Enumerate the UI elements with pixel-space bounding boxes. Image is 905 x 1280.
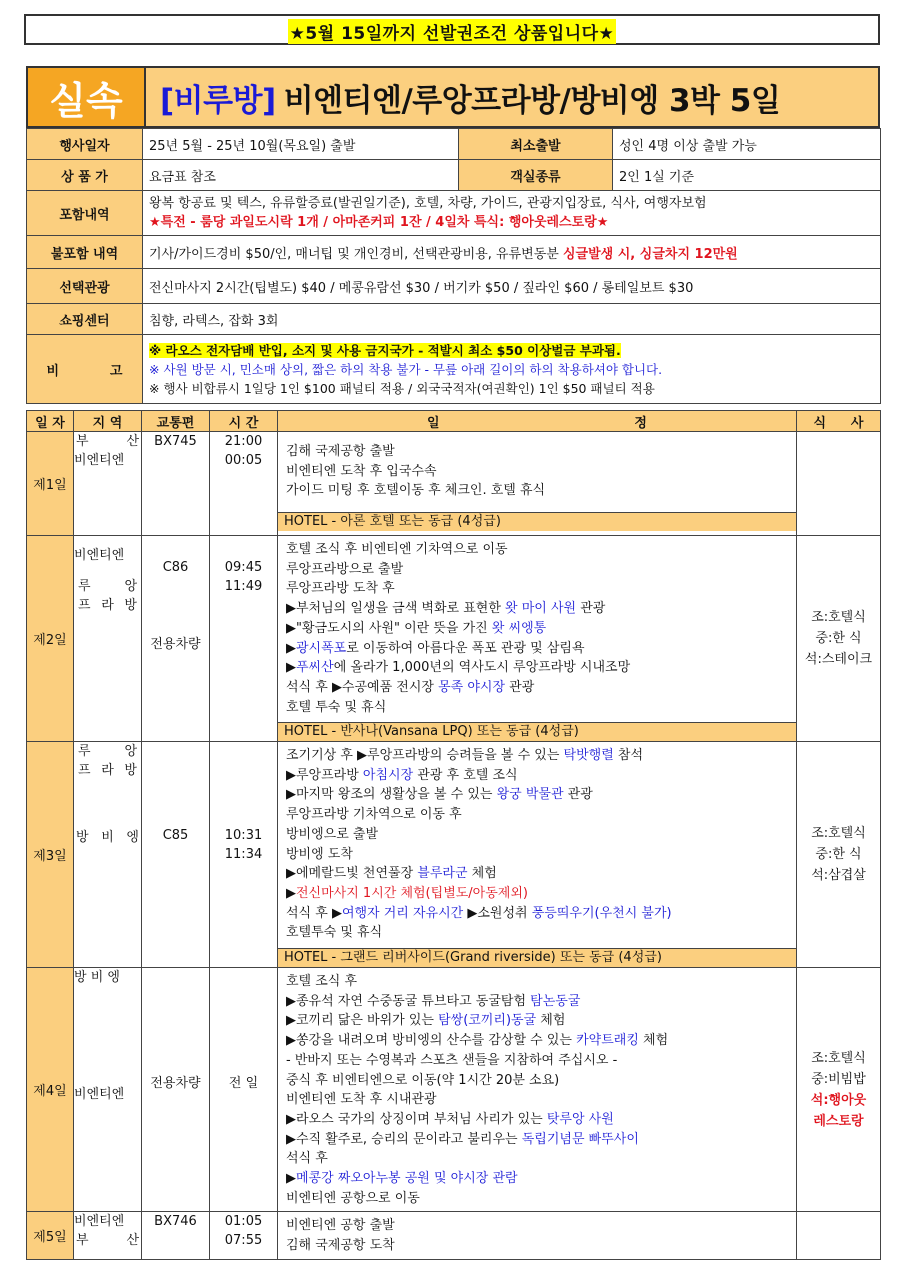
day-row	[27, 968, 881, 1212]
info-row-shopping	[27, 304, 881, 335]
day-time	[210, 1212, 278, 1260]
itinerary-line: ▶광시폭포로 이동하여 아름다운 폭포 관광 및 삼림욕	[286, 640, 585, 656]
day-label: 제3일	[27, 742, 74, 968]
product-title	[146, 68, 878, 126]
transport-line: C86	[162, 560, 189, 575]
itinerary-line: ▶마지막 왕조의 생활상을 볼 수 있는 왕궁 박물관 관광	[286, 787, 593, 803]
info-row-period	[27, 129, 881, 160]
meal-dinner: 석:스테이크	[804, 652, 873, 667]
day-transport	[142, 536, 210, 742]
itinerary-line: ▶루앙프라방 아침시장 관광 후 호텔 조식	[286, 767, 518, 783]
meal-breakfast: 조:호텔식	[811, 1050, 866, 1066]
include-value	[143, 191, 881, 236]
day-row	[27, 1212, 881, 1260]
promo-banner	[24, 14, 880, 45]
remark-label	[27, 335, 143, 404]
header-meal	[797, 411, 881, 432]
day-meal	[797, 536, 881, 742]
day-region	[74, 1212, 142, 1260]
itinerary-header	[27, 411, 881, 432]
region-line: 방 비 엥	[74, 970, 120, 985]
info-row-optional	[27, 269, 881, 304]
itinerary-line: 호텔 투숙 및 휴식	[286, 699, 387, 715]
info-row-price	[27, 160, 881, 191]
period-value: 25년 5월 - 25년 10월(목요일) 출발	[143, 129, 459, 160]
itinerary-line: ▶코끼리 닮은 바위가 있는 탐쌍(코끼리)동굴 체험	[286, 1013, 566, 1029]
day-meal	[797, 432, 881, 536]
day-meal	[797, 742, 881, 968]
itinerary-line: 루앙프라방 기차역으로 이동 후	[286, 807, 462, 823]
include-special-benefit: ★특전 - 룸당 과일도시락 1개 / 아마존커피 1잔 / 4일차 특식: 행아웃레스토랑★	[149, 215, 609, 230]
price-label: 상 품 가	[27, 160, 143, 191]
day-row	[27, 536, 881, 742]
shopping-value: 침향, 라텍스, 잡화 3회	[143, 304, 881, 335]
itinerary-line: ▶라오스 국가의 상징이며 부처님 사리가 있는 탓루앙 사원	[286, 1111, 614, 1127]
day-time	[210, 536, 278, 742]
meal-dinner: 석:행아웃	[810, 1092, 867, 1108]
itinerary-line: ▶쏭강을 내려오며 방비엥의 산수를 감상할 수 있는 카약트래킹 체험	[286, 1033, 669, 1049]
itinerary-line: 비엔티엔 도착 후 시내관광	[286, 1092, 437, 1108]
header-day: 일 자	[27, 411, 74, 432]
promo-banner-text: ★5월 15일까지 선발권조건 상품입니다★	[288, 19, 617, 44]
remark-ecig-warning: ※ 라오스 전자담배 반입, 소지 및 사용 금지국가 - 적발시 최소 $50 이상벌금 부과됨.	[149, 342, 621, 358]
remark-dress-code: ※ 사원 방문 시, 민소매 상의, 짧은 하의 착용 불가 - 무릎 아래 길이의 하의 착용하셔야 합니다.	[149, 361, 663, 377]
room-type-value: 2인 1실 기준	[613, 160, 881, 191]
region-line: 부 산	[76, 434, 139, 449]
itinerary-line: 호텔 조식 후	[286, 974, 358, 989]
itinerary-line: ▶에메랄드빛 천연풀장 블루라군 체험	[286, 866, 497, 882]
itinerary-line: ▶부처님의 일생을 금색 벽화로 표현한 왓 마이 사원 관광	[286, 601, 606, 617]
product-name: 비엔티엔/루앙프라방/방비엥 3박 5일	[283, 82, 781, 119]
day-itinerary	[278, 432, 797, 536]
hotel-line: HOTEL - 그랜드 리버사이드(Grand riverside) 또는 동급 (4성급)	[278, 948, 796, 967]
itinerary-line: 석식 후 ▶여행자 거리 자유시간 ▶소원성취 풍등띄우기(우천시 불가)	[286, 905, 672, 921]
region-line: 방 비 엥	[76, 830, 139, 845]
remark-penalty: ※ 행사 비합류시 1일당 1인 $100 패널티 적용 / 외국국적자(여권확인) 1인 $50 패널티 적용	[149, 380, 655, 396]
itinerary-line: 비엔티엔 공항으로 이동	[286, 1190, 420, 1206]
itinerary-line: 호텔투숙 및 휴식	[286, 925, 383, 941]
hotel-line: HOTEL - 반사나(Vansana LPQ) 또는 동급 (4성급)	[278, 722, 796, 741]
time-line: 09:45	[224, 560, 263, 575]
region-line: 루 앙	[78, 744, 137, 759]
remark-value	[143, 335, 881, 404]
day-label: 제5일	[27, 1212, 74, 1260]
day-time: 전 일	[210, 968, 278, 1212]
header-time: 시 간	[210, 411, 278, 432]
day-itinerary	[278, 742, 797, 968]
header-region: 지 역	[74, 411, 142, 432]
day-region	[74, 536, 142, 742]
meal-lunch: 중:한 식	[815, 847, 862, 862]
itinerary-line: 중식 후 비엔티엔으로 이동(약 1시간 20분 소요)	[286, 1072, 560, 1088]
header-itinerary	[278, 411, 797, 432]
day-label: 제4일	[27, 968, 74, 1212]
itinerary-line: 루앙프라방 도착 후	[286, 581, 395, 597]
optional-tour-label: 선택관광	[27, 269, 143, 304]
time-line: 01:05	[224, 1214, 263, 1229]
day-transport: BX746	[142, 1212, 210, 1260]
room-type-label: 객실종류	[459, 160, 613, 191]
transport-line: 전용차량	[150, 637, 201, 652]
info-row-exclude	[27, 236, 881, 269]
itinerary-line: 조기기상 후 ▶루앙프라방의 승려들을 볼 수 있는 탁밧행렬 참석	[286, 748, 644, 763]
itinerary-line: - 반바지 또는 수영복과 스포츠 샌들을 지참하여 주십시오 -	[286, 1052, 618, 1068]
period-label: 행사일자	[27, 129, 143, 160]
itinerary-line: ▶종유석 자연 수중동굴 튜브타고 동굴탐험 탐논동굴	[286, 993, 581, 1009]
meal-lunch: 중:비빔밥	[811, 1071, 866, 1087]
itinerary-line: ▶전신마사지 1시간 체험(팁별도/아동제외)	[286, 885, 528, 901]
itinerary-line: 가이드 미팅 후 호텔이동 후 체크인. 호텔 휴식	[286, 483, 546, 499]
region-line: 프 라 방	[78, 763, 137, 778]
remark-label-text: 비 고	[46, 363, 123, 379]
time-line: 21:00	[224, 434, 263, 449]
region-line: 프 라 방	[78, 598, 137, 613]
itinerary-line: 방비엥 도착	[286, 846, 353, 862]
itinerary-line: ▶메콩강 짜오아누봉 공원 및 야시장 관람	[286, 1171, 518, 1187]
day-itinerary	[278, 1212, 797, 1260]
region-line: 비엔티엔	[74, 453, 125, 468]
exclude-label: 불포함 내역	[27, 236, 143, 269]
itinerary-line: 김해 국제공항 도착	[286, 1237, 395, 1253]
meal-breakfast: 조:호텔식	[811, 826, 866, 841]
day-row	[27, 432, 881, 536]
optional-tour-value: 전신마사지 2시간(팁별도) $40 / 메콩유람선 $30 / 버기카 $50 / 짚라인 $60 / 롱테일보트 $30	[143, 269, 881, 304]
day-label: 제1일	[27, 432, 74, 536]
time-line: 10:31	[224, 828, 263, 843]
meal-dinner-cont: 레스토랑	[813, 1113, 864, 1129]
time-line: 11:34	[224, 847, 263, 862]
min-departure-label: 최소출발	[459, 129, 613, 160]
itinerary-line: 비엔티엔 도착 후 입국수속	[286, 463, 437, 479]
day-meal	[797, 1212, 881, 1260]
day-transport: 전용차량	[142, 968, 210, 1212]
time-line: 11:49	[224, 579, 263, 594]
product-title-box	[26, 66, 880, 128]
itinerary-table	[26, 410, 881, 1260]
meal-dinner: 석:삼겹살	[811, 868, 866, 883]
day-region	[74, 432, 142, 536]
day-time	[210, 742, 278, 968]
day-region	[74, 968, 142, 1212]
exclude-value	[143, 236, 881, 269]
day-itinerary	[278, 536, 797, 742]
meal-lunch: 중:한 식	[815, 631, 862, 646]
shopping-label: 쇼핑센터	[27, 304, 143, 335]
day-itinerary	[278, 968, 797, 1212]
itinerary-line: 석식 후	[286, 1151, 328, 1167]
day-meal	[797, 968, 881, 1212]
include-line-1: 왕복 항공료 및 텍스, 유류할증료(발권일기준), 호텔, 차량, 가이드, 관광지입장료, 식사, 여행자보험	[149, 196, 707, 211]
include-label: 포함내역	[27, 191, 143, 236]
itinerary-line: 석식 후 ▶수공예품 전시장 몽족 야시장 관광	[286, 679, 535, 695]
meal-breakfast: 조:호텔식	[811, 610, 866, 625]
region-line: 비엔티엔	[74, 1214, 125, 1229]
itinerary-line: ▶푸씨산에 올라가 1,000년의 역사도시 루앙프라방 시내조망	[286, 660, 631, 676]
itinerary-line: 호텔 조식 후 비엔티엔 기차역으로 이동	[286, 542, 508, 557]
header-itinerary-text: 일 정	[427, 415, 647, 431]
day-region	[74, 742, 142, 968]
day-transport: BX745	[142, 432, 210, 536]
region-line: 비엔티엔	[74, 1087, 125, 1102]
day-time	[210, 432, 278, 536]
info-row-remark	[27, 335, 881, 404]
itinerary-line: 루앙프라방으로 출발	[286, 561, 404, 577]
single-charge-note: 싱글발생 시, 싱글차지 12만원	[562, 246, 738, 262]
time-line: 00:05	[224, 453, 263, 468]
itinerary-line: 방비엥으로 출발	[286, 826, 379, 842]
product-tag: 실속	[28, 68, 146, 126]
day-label: 제2일	[27, 536, 74, 742]
header-transport: 교통편	[142, 411, 210, 432]
itinerary-line: 김해 국제공항 출발	[286, 444, 395, 459]
min-departure-value: 성인 4명 이상 출발 가능	[613, 129, 881, 160]
header-meal-text: 식 사	[813, 415, 864, 431]
region-line: 루 앙	[78, 579, 137, 594]
itinerary-line: 비엔티엔 공항 출발	[286, 1218, 395, 1233]
hotel-line: HOTEL - 아론 호텔 또는 동급 (4성급)	[278, 512, 796, 531]
info-row-include	[27, 191, 881, 236]
time-line: 07:55	[224, 1233, 263, 1248]
itinerary-line: ▶"황금도시의 사원" 이란 뜻을 가진 왓 씨엥통	[286, 620, 547, 636]
region-line: 비엔티엔	[74, 548, 125, 563]
itinerary-line: ▶수직 활주로, 승리의 문이라고 불리우는 독립기념문 빠뚜사이	[286, 1131, 639, 1147]
day-transport: C85	[142, 742, 210, 968]
product-info-table	[26, 128, 881, 404]
region-line: 부 산	[76, 1233, 139, 1248]
price-value: 요금표 참조	[143, 160, 459, 191]
day-row	[27, 742, 881, 968]
exclude-text: 기사/가이드경비 $50/인, 매너팁 및 개인경비, 선택관광비용, 유류변동분	[149, 246, 559, 262]
product-code: [비루방]	[160, 82, 276, 119]
